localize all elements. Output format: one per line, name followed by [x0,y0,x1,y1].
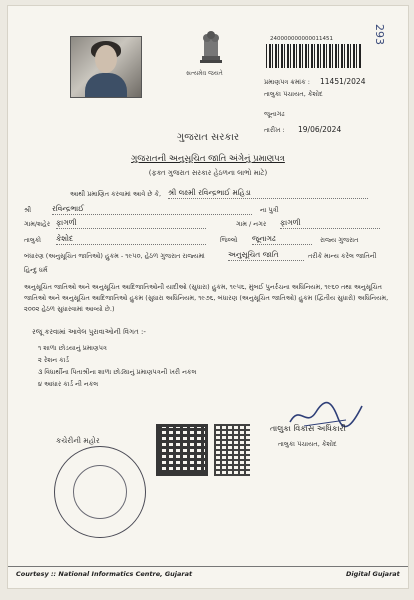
legal-text: અનુસૂચિત જાતિઓ અને અનુસૂચિત આદિજાતિઓની યાદીઓ (સુધારા) હુકમ, ૧૯૫૬, મુંબઈ પુનર્રચના અધિનિયમ, ૧૯૬૦ તથા અનુસૂચિત જાતિઓ અને અનુસૂચિત આદિજાતિઓ હુકમ (સુધારા અધિનિયમ, ૧૯૭૬, બંધારણ (અનુસૂચિત જાતિઓ) હુકમ (દ્વિતીય સુધારો) અધિનિયમ, ૨૦૦૨ હેઠળ સુધારવામાં આવ્યો છે.) [24,283,389,313]
date-label: તારીખ : [264,126,285,134]
qr-code [156,424,208,476]
document-item: ૨ રેશન કાર્ડ [38,356,69,364]
certificate-title: ગુજરાતની અનુસૂચિત જાતિ અંગેનું પ્રમાણપત્ર [131,154,285,164]
issuing-office: તાલુકા પંચાયત, કેશોદ [264,90,323,98]
footer-divider [8,566,408,567]
handwritten-margin-note: 293 [373,24,386,45]
officer-office: તાલુકા પંચાયત, કેશોદ [278,440,337,448]
father-prefix: શ્રી [24,206,32,214]
document-item: ૩ વિધાર્થીના પિતાશ્રીના શાળા છોડ્યાનું પ્રમાણપત્રની ખરી નકલ [38,368,197,376]
village: ફાગળી [56,218,206,229]
footer-credit: Courtesy :: National Informatics Centre, Gujarat [16,570,193,578]
seal-label: કચેરીની મહોર [56,436,100,445]
taluka: કેશોદ [56,234,206,245]
certificate-number-label: પ્રમાણપત્ર ક્રમાંક : [264,78,310,86]
village-label: ગામ/શહેર [24,220,51,228]
certificate-number: 11451/2024 [320,77,366,86]
caste-line-b: તરીકે માન્ય કરેલ જાતિની [308,252,377,260]
village2: ફાગળી [280,218,380,229]
applicant-name: શ્રી લક્ષ્મી રવિન્દ્રભાઈ મહિડા [168,188,368,199]
caste-line-a: બંધારણ (અનુસૂચિત જાતિઓ) હુકમ - ૧૯૫૦, હેઠળ ગુજરાત રાજ્યમાં [24,252,205,260]
document-item: ૧ શાળા છોડયાનું પ્રમાણપત્ર [38,344,107,352]
state-label: રાજ્ય ગુજરાત [320,236,359,244]
barcode [266,44,362,68]
state-emblem-icon [192,26,230,70]
father-name: રવિન્દ્રભાઈ [52,204,252,215]
certificate-subtitle: (ફક્ત ગુજરાત સરકાર હેઠળના લાભો માટે) [148,169,268,177]
qr-code-secondary [214,424,250,476]
village2-label: ગામ / નગર [236,220,267,228]
district: જૂનાગઢ [252,234,312,245]
certificate-page [8,6,408,588]
district-label: જૂનાગઢ [264,110,285,118]
office-seal [54,446,146,538]
issue-date: 19/06/2024 [298,125,342,134]
district-field-label: જિલ્લો [220,236,238,244]
religion: હિન્દુ ધર્મ [24,266,48,274]
applicant-photo [70,36,142,98]
barcode-number: 240000000000011451 [270,36,333,42]
relation: ના પુત્રી [260,206,279,214]
documents-heading: રજૂ કરવામાં આવેલ પુરાવાઓની વિગત :- [32,328,146,336]
government-title: ગુજરાત સરકાર [176,132,240,143]
caste: અનુસૂચિત જાતિ [228,250,304,261]
emblem-motto: સત્યમેવ જયતે [186,70,223,77]
officer-title: તાલુકા વિકાસ અધિકારી [270,424,346,433]
taluka-label: તાલુકો [24,236,42,244]
document-item: ૪ આધાર કાર્ડ ની નકલ [38,380,99,388]
footer-brand: Digital Gujarat [346,570,400,578]
intro-text: આથી પ્રમાણિત કરવામાં આવે છે કે, [70,190,162,198]
